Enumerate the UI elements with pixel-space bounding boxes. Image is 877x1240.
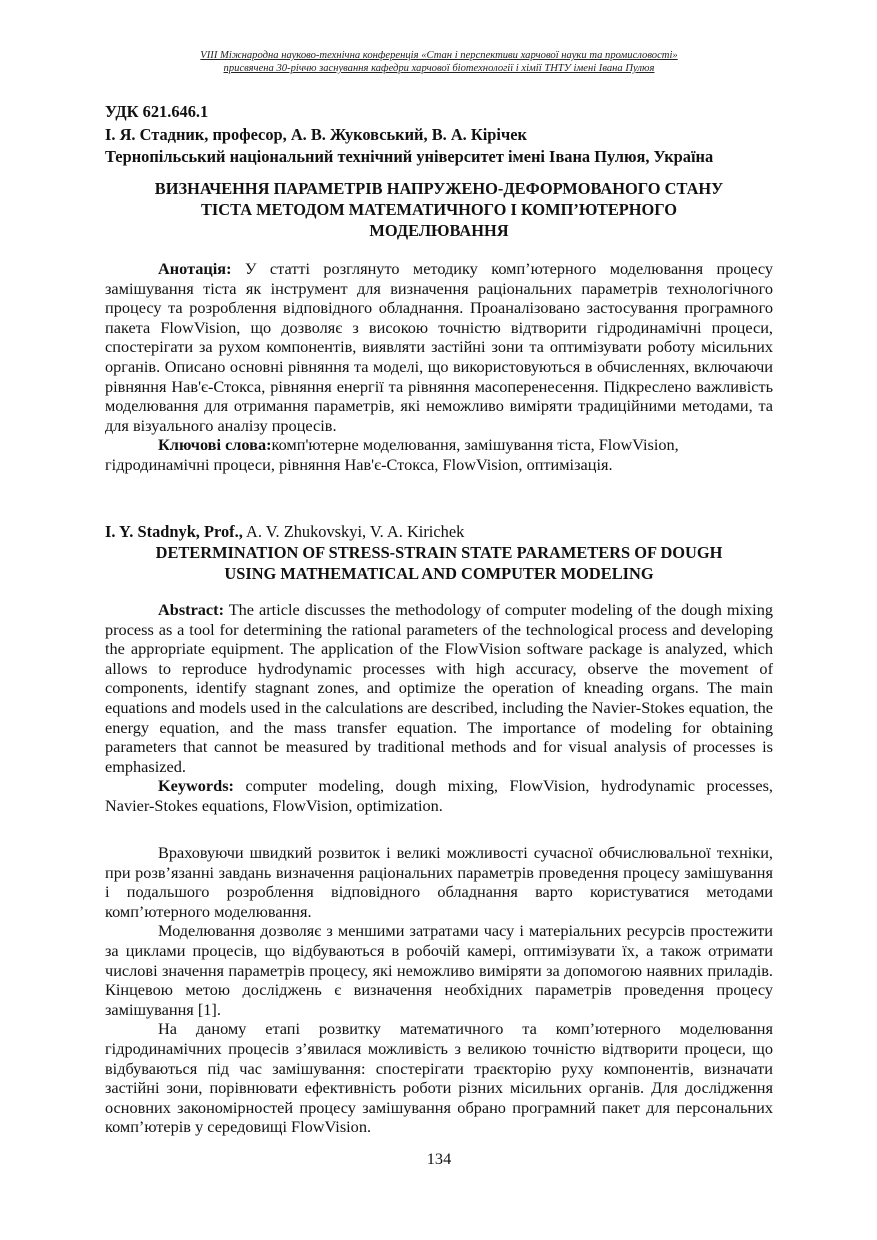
- body-paragraph-2: Моделювання дозволяє з меншими затратами часу і матеріальних ресурсів простежити за циклами процесів, що відбуваються в робочій камері, оптимізувати їх, а також отримати числові значення параметрів процесу, які неможливо виміряти за допомогою наявних приладів. Кінцевою метою досліджень є визначення необхідних параметрів проведення процесу замішування [1].: [105, 921, 773, 1019]
- abstract-en-text: The article discusses the methodology of computer modeling of the dough mixing process as a tool for determining the rational parameters of the technological process and developing the appropriate equipment. The application of the FlowVision software package is analyzed, which allows to reproduce hydrodynamic processes with high accuracy, observe the movement of components, identify stagnant zones, and optimize the operation of kneading organs. The main equations and models used in the calculations are described, including the Navier-Stokes equation, the energy equation, and the mass transfer equation. The importance of modeling for obtaining parameters that cannot be measured by traditional methods and for visual analysis of processes is emphasized.: [105, 600, 773, 776]
- title-uk-line-3: МОДЕЛЮВАННЯ: [369, 221, 509, 240]
- page-number: 134: [426, 1149, 452, 1168]
- title-uk-line-1: ВИЗНАЧЕННЯ ПАРАМЕТРІВ НАПРУЖЕНО-ДЕФОРМОВАНОГО СТАНУ: [154, 179, 724, 198]
- keywords-uk-paragraph: [105, 435, 773, 474]
- abstract-uk-text: У статті розглянуто методику комп’ютерного моделювання процесу замішування тіста як інструмент для визначення раціональних параметрів технологічного процесу та розроблення відповідного обладнання. Проаналізовано застосування програмного пакета FlowVision, що дозволяє з високою точністю відтворити гідродинамічні процеси, спостерігати за рухом компонентів, виявляти застійні зони та оптимізувати роботу місильних органів. Описано основні рівняння та моделі, що використовуються в обчисленнях, включаючи рівняння Нав'є-Стокса, рівняння енергії та рівняння масоперенесення. Підкреслено важливість моделювання для отримання параметрів, які неможливо виміряти традиційними методами, та для візуального аналізу процесів.: [105, 259, 773, 435]
- article-meta: [105, 101, 805, 169]
- authors-en: [105, 521, 805, 542]
- abstract-en-paragraph: [105, 600, 773, 776]
- abstract-en: [105, 600, 773, 816]
- keywords-en-paragraph: [105, 776, 773, 815]
- lead-author-en: I. Y. Stadnyk, Prof.,: [105, 522, 243, 541]
- main-body-text: [105, 843, 773, 1137]
- keywords-uk-line-2: гідродинамічні процеси, рівняння Нав'є-Стокса, FlowVision, оптимізація.: [105, 454, 613, 474]
- abstract-en-label: Abstract:: [158, 600, 225, 619]
- keywords-uk-label: Ключові слова:: [158, 435, 272, 455]
- conference-running-header: [105, 49, 773, 75]
- running-header-line-2: присвячена 30-річчю заснування кафедри харчової біотехнології і хімії ТНТУ імені Івана Пулюя: [223, 63, 655, 74]
- udc-code: УДК 621.646.1: [105, 102, 209, 121]
- abstract-uk-label: Анотація:: [158, 259, 232, 278]
- article-title-en: [105, 542, 773, 584]
- authors-uk: І. Я. Стадник, професор, А. В. Жуковський, В. А. Кірічек: [105, 124, 527, 144]
- body-paragraph-3: На даному етапі розвитку математичного та комп’ютерного моделювання гідродинамічних процесів з’явилася можливість з великою точністю відтворити процеси, що відбуваються під час замішування: спостерігати траєкторію руху компонентів, визначати застійні зони, порівнювати ефективність роботи різних місильних органів. Для дослідження основних закономірностей процесу замішування обрано програмний пакет для персональних комп’ютерів у середовищі FlowVision.: [105, 1019, 773, 1137]
- abstract-uk-paragraph: [105, 259, 773, 435]
- article-title-uk: [105, 178, 773, 241]
- body-paragraph-1: Враховуючи швидкий розвиток і великі можливості сучасної обчислювальної техніки, при розв’язанні завдань визначення раціональних параметрів проведення процесу замішування і подальшого розроблення відповідного обладнання варто користуватися методами комп’ютерного моделювання.: [105, 843, 773, 921]
- keywords-en-text: computer modeling, dough mixing, FlowVision, hydrodynamic processes, Navier-Stokes equations, FlowVision, optimization.: [105, 776, 773, 815]
- title-en-line-1: DETERMINATION OF STRESS-STRAIN STATE PARAMETERS OF DOUGH: [155, 543, 723, 562]
- title-en-line-2: USING MATHEMATICAL AND COMPUTER MODELING: [224, 564, 654, 583]
- running-header-line-1: VIII Міжнародна науково-технічна конференція «Стан і перспективи харчової науки та промисловості»: [200, 50, 678, 61]
- keywords-uk-line-1: комп'ютерне моделювання, замішування тіста, FlowVision,: [271, 435, 679, 455]
- keywords-en-label: Keywords:: [158, 776, 234, 796]
- affiliation-uk: Тернопільський національний технічний університет імені Івана Пулюя, Україна: [105, 147, 714, 166]
- abstract-uk: [105, 259, 773, 475]
- coauthors-en: A. V. Zhukovskyi, V. A. Kirichek: [242, 522, 465, 541]
- title-uk-line-2: ТІСТА МЕТОДОМ МАТЕМАТИЧНОГО І КОМП’ЮТЕРНОГО: [200, 200, 678, 219]
